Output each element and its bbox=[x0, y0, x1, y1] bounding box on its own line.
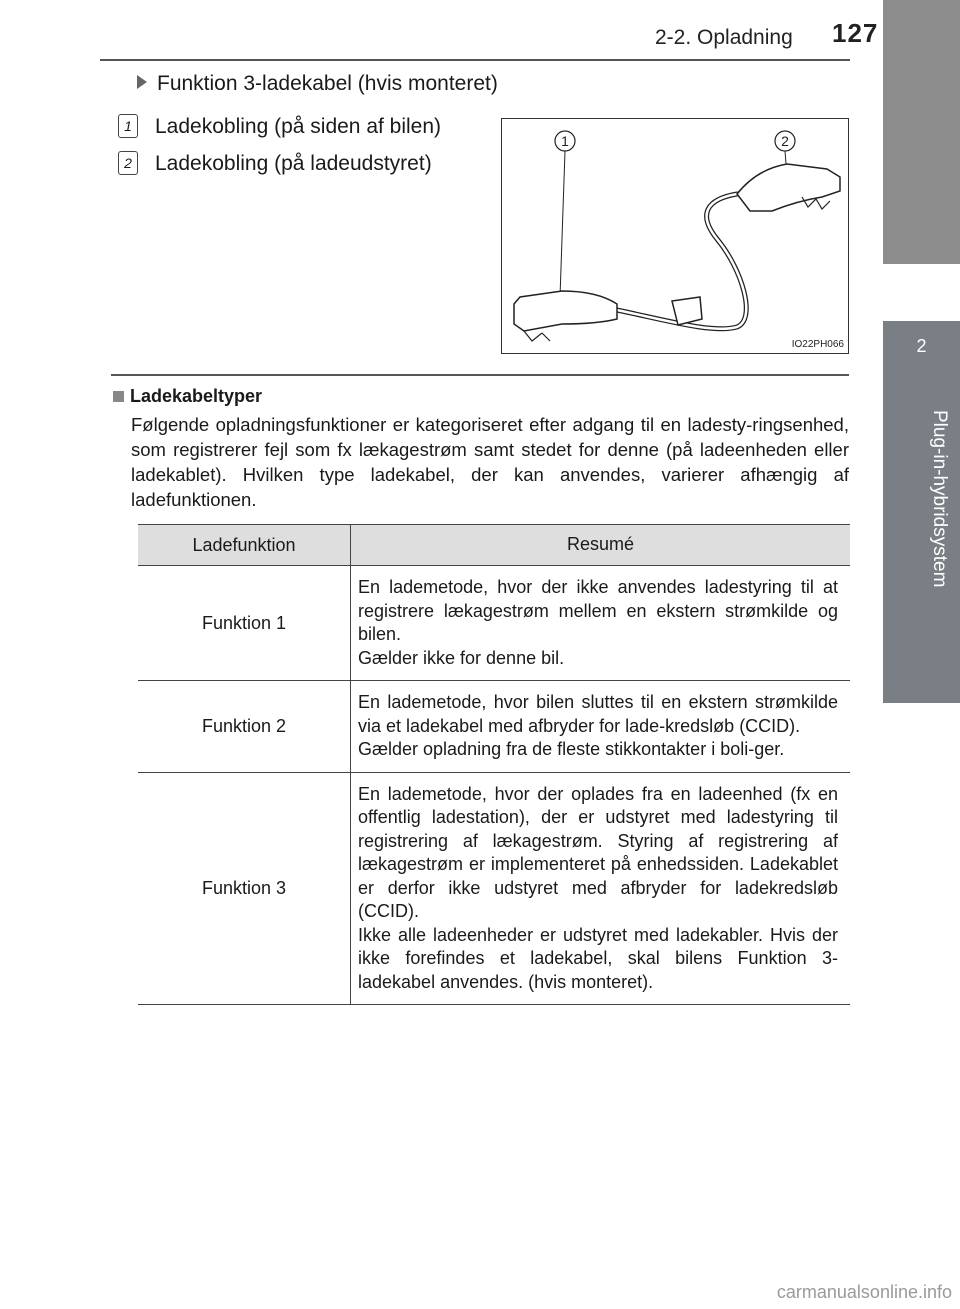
figure-code: IO22PH066 bbox=[791, 339, 844, 350]
function-summary: En lademetode, hvor bilen sluttes til en ekstern strømkilde via et ladekabel med afbryder for lade-kredsløb (CCID). bbox=[358, 692, 838, 736]
function-summary-cell bbox=[351, 772, 851, 1005]
page-number: 127 bbox=[832, 18, 879, 48]
side-tab-upper bbox=[883, 0, 960, 264]
callout-number: 1 bbox=[118, 114, 138, 138]
function-summary: En lademetode, hvor der oplades fra en ladeenhed (fx en offentlig ladestation), der er udstyret med ladestyring til registrering af lækagestrøm. Styring af registrering af lækagestrøm er implementeret på enhedssiden. Ladekablet er derfor ikke udstyret med afbryder for ladekredsløb (CCID). bbox=[358, 783, 838, 921]
vehicle-connector-icon bbox=[514, 291, 617, 331]
function-name: Funktion 3 bbox=[138, 772, 351, 1005]
column-header-function: Ladefunktion bbox=[138, 525, 351, 566]
function-summary-cell bbox=[351, 566, 851, 681]
section-divider bbox=[111, 374, 849, 376]
arrow-right-icon bbox=[137, 75, 147, 89]
control-box-icon bbox=[672, 297, 702, 325]
function-name: Funktion 1 bbox=[138, 566, 351, 681]
chapter-title: Plug-in-hybridsystem bbox=[929, 410, 950, 588]
table-row bbox=[138, 681, 850, 773]
callout-item-2 bbox=[118, 151, 432, 176]
function-summary-cell bbox=[351, 681, 851, 773]
function-note: Ikke alle ladeenheder er udstyret med ladekabler. Hvis der ikke forefindes et ladekabel, skal bilens Funktion 3-ladekabel anvendes. (hvis monteret). bbox=[358, 924, 838, 992]
callout-label: Ladekobling (på ladeudstyret) bbox=[155, 152, 432, 175]
vehicle-connector-latch bbox=[524, 331, 550, 341]
table-row bbox=[138, 772, 850, 1005]
function-note: Gælder ikke for denne bil. bbox=[358, 647, 565, 668]
watermark-link[interactable]: carmanualsonline.info bbox=[776, 1282, 952, 1302]
cable-function-label: Funktion 3-ladekabel (hvis monteret) bbox=[157, 72, 498, 95]
square-bullet-icon bbox=[113, 391, 124, 402]
charging-cable-illustration bbox=[501, 118, 849, 354]
function-note: Gælder opladning fra de fleste stikkontakter i boli-ger. bbox=[358, 739, 785, 759]
charging-cable-drawing bbox=[502, 119, 848, 353]
charging-function-table bbox=[138, 524, 850, 1005]
leader-line-1 bbox=[560, 151, 565, 297]
cable-function-title bbox=[137, 72, 498, 96]
chapter-number: 2 bbox=[916, 336, 927, 356]
callout-label: Ladekobling (på siden af bilen) bbox=[155, 115, 442, 138]
section-heading bbox=[113, 386, 262, 407]
function-summary: En lademetode, hvor der ikke anvendes ladestyring til at registrere lækagestrøm mellem en ekstern strømkilde og bilen. bbox=[358, 577, 838, 644]
header-divider bbox=[100, 59, 850, 61]
table-header-row bbox=[138, 525, 850, 566]
function-name: Funktion 2 bbox=[138, 681, 351, 773]
section-body-text: Følgende opladningsfunktioner er kategoriseret efter adgang til en ladesty-ringsenhed, som registrerer fejl som fx lækagestrøm samt stedet for denne (på ladeenheden eller ladekablet). Hvilken type ladekabel, der kan anvendes, varierer afhængig af ladefunktionen. bbox=[131, 414, 849, 510]
callout-item-1 bbox=[118, 114, 441, 139]
column-header-summary: Resumé bbox=[351, 525, 851, 566]
table-row bbox=[138, 566, 850, 681]
station-connector-icon bbox=[737, 164, 840, 211]
marker-label-1: 1 bbox=[561, 133, 569, 149]
header-section-title: 2-2. Opladning bbox=[655, 26, 793, 49]
callout-number: 2 bbox=[118, 151, 138, 175]
marker-label-2: 2 bbox=[781, 133, 789, 149]
section-heading-text: Ladekabeltyper bbox=[130, 386, 263, 406]
